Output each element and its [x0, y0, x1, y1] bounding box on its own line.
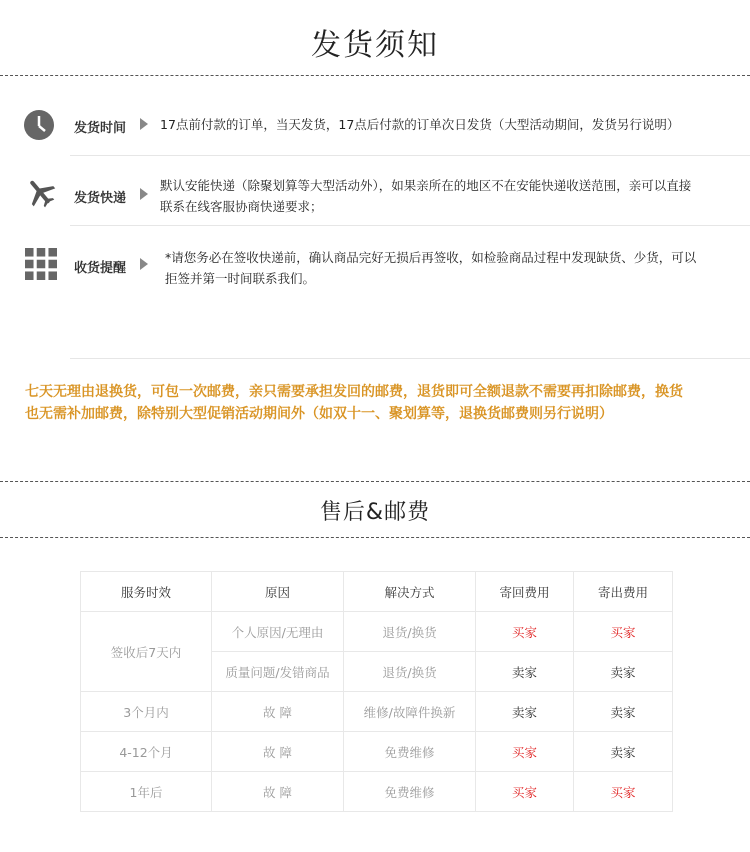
grid-icon	[25, 248, 57, 280]
return-policy-note-line1: 七天无理由退换货，可包一次邮费，亲只需要承担发回的邮费，退货即可全额退款不需要再扣除邮费，换货	[25, 384, 683, 400]
header-reason: 原因	[212, 572, 344, 612]
cell-period: 3个月内	[81, 692, 212, 732]
cell-period: 4-12个月	[81, 732, 212, 772]
after-sales-title: 售后&邮费	[319, 500, 431, 525]
row-desc-shipping-time: 17点前付款的订单，当天发货，17点后付款的订单次日发货（大型活动期间，发货另行说明）	[160, 117, 680, 132]
table-header-row	[81, 572, 673, 612]
cell-solution: 退货/换货	[344, 612, 476, 652]
cell-solution: 免费维修	[344, 732, 476, 772]
divider	[0, 75, 750, 76]
table-row	[81, 732, 673, 772]
return-policy-note-line2: 也无需补加邮费，除特别大型促销活动期间外（如双十一、聚划算等，退换货邮费则另行说明）	[25, 406, 613, 422]
cell-reason: 故 障	[212, 732, 344, 772]
header-period: 服务时效	[81, 572, 212, 612]
cell-return-fee: 卖家	[476, 692, 574, 732]
cell-period: 1年后	[81, 772, 212, 812]
table-row	[81, 612, 673, 652]
cell-return-fee: 买家	[476, 612, 574, 652]
triangle-right-icon	[140, 258, 148, 270]
table-row	[81, 692, 673, 732]
cell-reason: 质量问题/发错商品	[212, 652, 344, 692]
cell-period: 签收后7天内	[81, 612, 212, 692]
cell-send-fee: 卖家	[574, 732, 673, 772]
cell-return-fee: 买家	[476, 732, 574, 772]
row-divider	[70, 155, 750, 156]
airplane-icon	[24, 176, 56, 208]
clock-icon	[23, 109, 55, 141]
triangle-right-icon	[140, 118, 148, 130]
cell-return-fee: 卖家	[476, 652, 574, 692]
table-row	[81, 772, 673, 812]
row-desc-courier-line1: 默认安能快递（除聚划算等大型活动外），如果亲所在的地区不在安能快递收送范围，亲可以直接	[160, 178, 692, 193]
divider	[0, 481, 750, 482]
cell-return-fee: 买家	[476, 772, 574, 812]
cell-send-fee: 买家	[574, 612, 673, 652]
cell-send-fee: 卖家	[574, 652, 673, 692]
cell-solution: 退货/换货	[344, 652, 476, 692]
cell-solution: 免费维修	[344, 772, 476, 812]
row-label-shipping-time: 发货时间	[74, 121, 127, 136]
shipping-title: 发货须知	[311, 28, 439, 63]
row-divider	[70, 358, 750, 359]
cell-send-fee: 卖家	[574, 692, 673, 732]
row-divider	[70, 225, 750, 226]
divider	[0, 537, 750, 538]
cell-solution: 维修/故障件换新	[344, 692, 476, 732]
row-desc-courier-line2: 联系在线客服协商快递要求；	[160, 199, 323, 214]
header-solution: 解决方式	[344, 572, 476, 612]
cell-reason: 故 障	[212, 772, 344, 812]
row-label-courier: 发货快递	[74, 191, 127, 206]
cell-send-fee: 买家	[574, 772, 673, 812]
header-send-fee: 寄出费用	[574, 572, 673, 612]
cell-reason: 故 障	[212, 692, 344, 732]
row-desc-receipt-line2: 拒签并第一时间联系我们。	[165, 271, 316, 286]
triangle-right-icon	[140, 188, 148, 200]
header-return-fee: 寄回费用	[476, 572, 574, 612]
row-label-receipt-reminder: 收货提醒	[74, 261, 127, 276]
after-sales-table	[80, 571, 673, 812]
row-desc-receipt-line1: *请您务必在签收快递前，确认商品完好无损后再签收，如检验商品过程中发现缺货、少货，可以	[165, 250, 697, 265]
cell-reason: 个人原因/无理由	[212, 612, 344, 652]
